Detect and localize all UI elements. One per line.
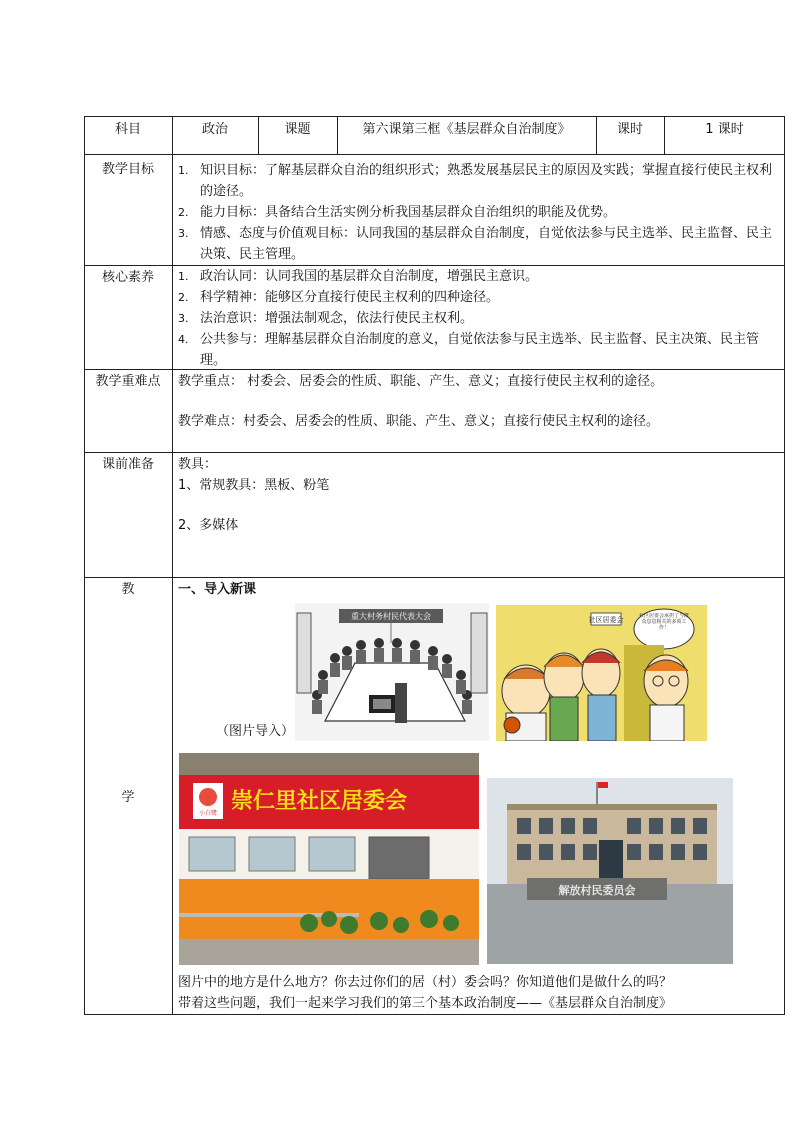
prep-line: 1、常规教具：黑板、粉笔 xyxy=(178,478,330,493)
cartoon-sign-text: 社区居委会 xyxy=(588,616,624,624)
subject-value: 政治 xyxy=(201,122,228,137)
goals-content xyxy=(174,160,782,265)
village-committee-photo xyxy=(487,778,733,964)
question-text xyxy=(178,972,782,1014)
goal-item: 1. 知识目标：了解基层群众自治的组织形式；熟悉发展基层民主的原因及实践；掌握直接行使民主权利的途径。 xyxy=(178,163,773,199)
community-committee-photo xyxy=(179,753,479,965)
period-label: 课时 xyxy=(616,122,643,137)
teaching-difficulty: 教学难点：村委会、居委会的性质、职能、产生、意义；直接行使民主权利的途径。 xyxy=(178,414,660,429)
topic-label: 课题 xyxy=(284,122,311,137)
goals-label: 教学目标 xyxy=(101,162,154,177)
community-photo-graphic xyxy=(179,753,479,965)
topic-value: 第六课第三框《基层群众自治制度》 xyxy=(362,122,571,137)
literacy-item: 4. 公共参与：理解基层群众自治制度的意义，自觉依法参与民主选举、民主监督、民主决策、民主管理。 xyxy=(178,332,760,368)
row-divider xyxy=(84,577,785,578)
village-photo-graphic xyxy=(487,778,733,964)
period-value: 1 课时 xyxy=(705,122,744,137)
teaching-focus: 教学重点： 村委会、居委会的性质、职能、产生、意义；直接行使民主权利的途径。 xyxy=(178,374,664,389)
meeting-banner-text: 重大村务村民代表大会 xyxy=(351,612,431,621)
process-label-top: 教 xyxy=(121,582,135,597)
literacy-item: 1. 政治认同：认同我国的基层群众自治制度，增强民主意识。 xyxy=(178,269,539,284)
prep-line: 教具： xyxy=(178,457,218,472)
sign2-text: 解放村民委员会 xyxy=(558,884,636,897)
table-border-left xyxy=(84,116,85,1015)
question-line: 带着这些问题，我们一起来学习我们的第三个基本政治制度——《基层群众自治制度》 xyxy=(178,996,673,1011)
cartoon-committee-image xyxy=(496,605,707,741)
literacy-label: 核心素养 xyxy=(101,270,154,285)
prep-content xyxy=(178,454,782,536)
goal-item: 3. 情感、态度与价值观目标：认同我国的基层群众自治制度，自觉依法参与民主选举、民主监督、民主决策、民主管理。 xyxy=(178,226,773,262)
literacy-item: 3. 法治意识：增强法制观念，依法行使民主权利。 xyxy=(178,311,474,326)
keypoints-content xyxy=(178,371,782,432)
table-border-top xyxy=(84,116,785,117)
column-divider xyxy=(172,116,173,1015)
row-divider xyxy=(84,154,785,155)
subject-label: 科目 xyxy=(114,122,141,137)
cartoon-bubble-text: 社区居委会承担了与群众息息相关的多项工作！ xyxy=(638,613,689,631)
section-title: 一、导入新课 xyxy=(178,582,257,597)
prep-line: 2、多媒体 xyxy=(178,518,239,533)
lesson-plan-table xyxy=(84,116,785,1015)
sign1-text: 崇仁里社区居委会 xyxy=(230,789,408,814)
table-border-right xyxy=(784,116,785,1015)
process-label-bottom: 学 xyxy=(121,790,135,805)
row-divider xyxy=(84,452,785,453)
question-line: 图片中的地方是什么地方？你去过你们的居（村）委会吗？你知道他们是做什么的吗？ xyxy=(178,975,673,990)
image-caption: （图片导入） xyxy=(216,724,295,739)
table-border-bottom xyxy=(84,1014,785,1015)
sign1-logo-text: 小白鹭 xyxy=(198,810,218,817)
keypoints-label: 教学重难点 xyxy=(95,374,161,389)
goal-item: 2. 能力目标：具备结合生活实例分析我国基层群众自治组织的职能及优势。 xyxy=(178,205,617,220)
literacy-content xyxy=(174,266,782,371)
cartoon-graphic xyxy=(496,605,707,741)
prep-label: 课前准备 xyxy=(101,457,154,472)
literacy-item: 2. 科学精神：能够区分直接行使民主权利的四种途径。 xyxy=(178,290,500,305)
